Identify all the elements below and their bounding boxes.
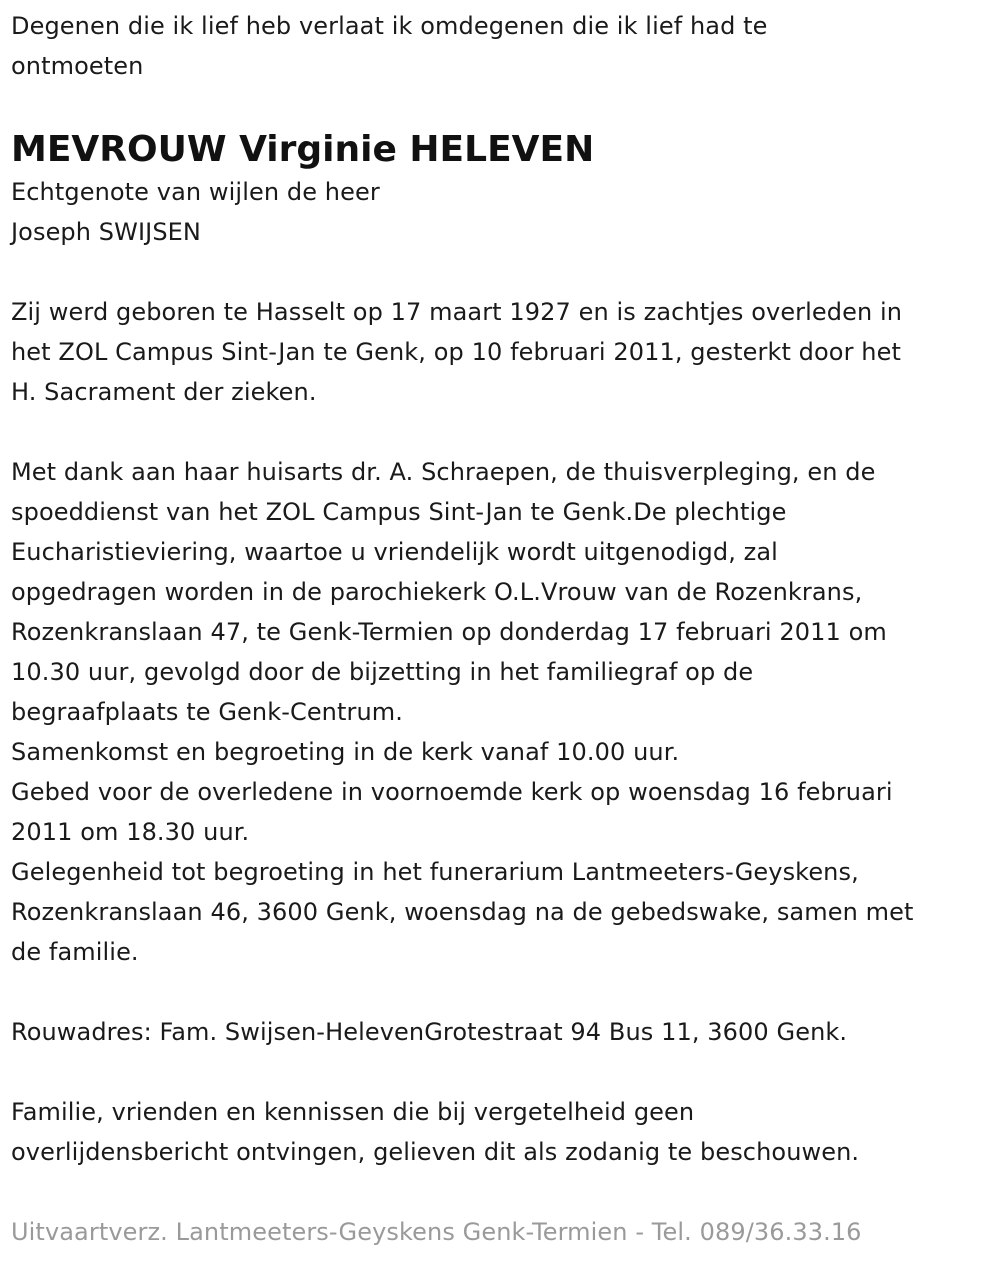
spacer — [11, 86, 991, 128]
paragraph-line: Rozenkranslaan 47, te Genk-Termien op donderdag 17 februari 2011 om — [11, 618, 887, 646]
spacer — [11, 252, 991, 292]
paragraph-line: begraafplaats te Genk-Centrum. — [11, 698, 403, 726]
paragraph-line: Samenkomst en begroeting in de kerk vanaf 10.00 uur. — [11, 738, 680, 766]
spacer — [11, 972, 991, 1012]
paragraph-line: 10.30 uur, gevolgd door de bijzetting in het familiegraf op de — [11, 658, 754, 686]
paragraph-line: Met dank aan haar huisarts dr. A. Schraepen, de thuisverpleging, en de — [11, 458, 876, 486]
ceremony-paragraph — [11, 452, 991, 972]
deceased-name: MEVROUW Virginie HELEVEN — [11, 129, 595, 170]
spouse-info — [11, 172, 991, 252]
motto-line: Degenen die ik lief heb verlaat ik omdegenen die ik lief had te — [11, 12, 768, 40]
paragraph-line: Eucharistieviering, waartoe u vriendelijk wordt uitgenodigd, zal — [11, 538, 778, 566]
notice-paragraph — [11, 1092, 991, 1172]
paragraph-line: spoeddienst van het ZOL Campus Sint-Jan te Genk.De plechtige — [11, 498, 787, 526]
obituary-notice — [11, 6, 991, 1252]
paragraph-line: Familie, vrienden en kennissen die bij vergetelheid geen — [11, 1098, 695, 1126]
motto-line: ontmoeten — [11, 52, 144, 80]
paragraph-line: Gelegenheid tot begroeting in het funerarium Lantmeeters-Geyskens, — [11, 858, 859, 886]
spacer — [11, 412, 991, 452]
funeral-home-footer: Uitvaartverz. Lantmeeters-Geyskens Genk-Termien - Tel. 089/36.33.16 — [11, 1218, 862, 1246]
spacer — [11, 1172, 991, 1212]
spacer — [11, 1052, 991, 1092]
paragraph-line: Gebed voor de overledene in voornoemde kerk op woensdag 16 februari — [11, 778, 893, 806]
paragraph-line: het ZOL Campus Sint-Jan te Genk, op 10 februari 2011, gesterkt door het — [11, 338, 901, 366]
paragraph-line: 2011 om 18.30 uur. — [11, 818, 250, 846]
spouse-line: Echtgenote van wijlen de heer — [11, 178, 380, 206]
paragraph-line: Zij werd geboren te Hasselt op 17 maart 1927 en is zachtjes overleden in — [11, 298, 903, 326]
paragraph-line: de familie. — [11, 938, 139, 966]
spouse-line: Joseph SWIJSEN — [11, 218, 201, 246]
paragraph-line: opgedragen worden in de parochiekerk O.L.Vrouw van de Rozenkrans, — [11, 578, 863, 606]
paragraph-line: overlijdensbericht ontvingen, gelieven dit als zodanig te beschouwen. — [11, 1138, 860, 1166]
paragraph-line: Rozenkranslaan 46, 3600 Genk, woensdag na de gebedswake, samen met — [11, 898, 914, 926]
paragraph-line: H. Sacrament der zieken. — [11, 378, 317, 406]
birth-death-paragraph — [11, 292, 991, 412]
mourning-address: Rouwadres: Fam. Swijsen-HelevenGrotestraat 94 Bus 11, 3600 Genk. — [11, 1018, 848, 1046]
motto — [11, 6, 991, 86]
